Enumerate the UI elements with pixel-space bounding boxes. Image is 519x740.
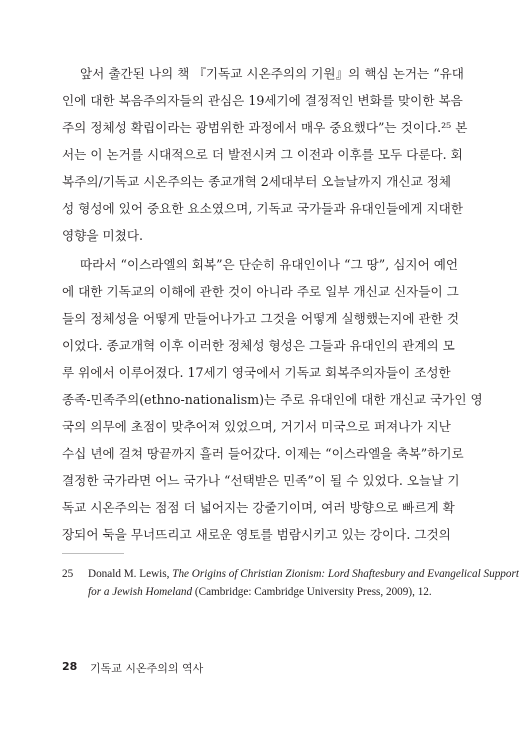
footnote-title: The Origins of Christian Zionism: Lord Shaftesbury and Evangelical Support — [172, 568, 519, 580]
body-line: 인에 대한 복음주의자들의 관심은 19세기에 결정적인 변화를 맞이한 복음 — [62, 93, 463, 108]
body-line: 수십 년에 걸쳐 땅끝까지 흘러 들어갔다. 이제는 “이스라엘을 축복”하기로 — [62, 446, 464, 461]
footnote-number: 25 — [62, 568, 74, 580]
body-line: 서는 이 논거를 시대적으로 더 발전시켜 그 이전과 이후를 모두 다룬다. 회 — [62, 147, 463, 162]
footnote-title-continued: for a Jewish Homeland — [88, 586, 193, 598]
running-title: 기독교 시온주의의 역사 — [90, 662, 204, 675]
footnote-text — [88, 566, 519, 583]
page-number: 28 — [62, 660, 78, 673]
body-line: 종족-민족주의(ethno-nationalism)는 주로 유대인에 대한 개신교 국가인 영 — [62, 392, 483, 407]
body-line: 성 형성에 있어 중요한 요소였으며, 기독교 국가들과 유대인들에게 지대한 — [62, 201, 463, 216]
footnote-divider — [62, 553, 124, 554]
body-line: 영향을 미쳤다. — [62, 228, 143, 243]
body-line: 주의 정체성 확립이라는 광범위한 과정에서 매우 중요했다”는 것이다.²⁵ 본 — [62, 120, 468, 135]
body-line: 루 위에서 이루어졌다. 17세기 영국에서 기독교 회복주의자들이 조성한 — [62, 365, 451, 380]
footnote-publisher: (Cambridge: Cambridge University Press, 2009), 12. — [192, 586, 432, 598]
body-line: 독교 시온주의는 점점 더 넓어지는 강줄기이며, 여러 방향으로 빠르게 확 — [62, 500, 455, 515]
footnote-author: Donald M. Lewis, — [88, 568, 173, 580]
body-line: 국의 의무에 초점이 맞추어져 있었으며, 거기서 미국으로 퍼져나가 지난 — [62, 419, 451, 434]
body-line: 장되어 둑을 무너뜨리고 새로운 영토를 범람시키고 있는 강이다. 그것의 — [62, 527, 451, 542]
body-line: 복주의/기독교 시온주의는 종교개혁 2세대부터 오늘날까지 개신교 정체 — [62, 174, 452, 189]
body-line: 따라서 “이스라엘의 회복”은 단순히 유대인이나 “그 땅”, 심지어 예언 — [80, 257, 459, 272]
body-line: 이었다. 종교개혁 이후 이러한 정체성 형성은 그들과 유대인의 관계의 모 — [62, 338, 455, 353]
body-line: 결정한 국가라면 어느 국가나 “선택받은 민족”이 될 수 있었다. 오늘날 기 — [62, 473, 460, 488]
body-line: 들의 정체성을 어떻게 만들어나가고 그것을 어떻게 실행했는지에 관한 것 — [62, 311, 459, 326]
body-line: 앞서 출간된 나의 책 『기독교 시온주의의 기원』의 핵심 논거는 “유대 — [80, 66, 464, 81]
footnote-text-continued — [88, 584, 430, 601]
body-line: 에 대한 기독교의 이해에 관한 것이 아니라 주로 일부 개신교 신자들이 그 — [62, 284, 459, 299]
